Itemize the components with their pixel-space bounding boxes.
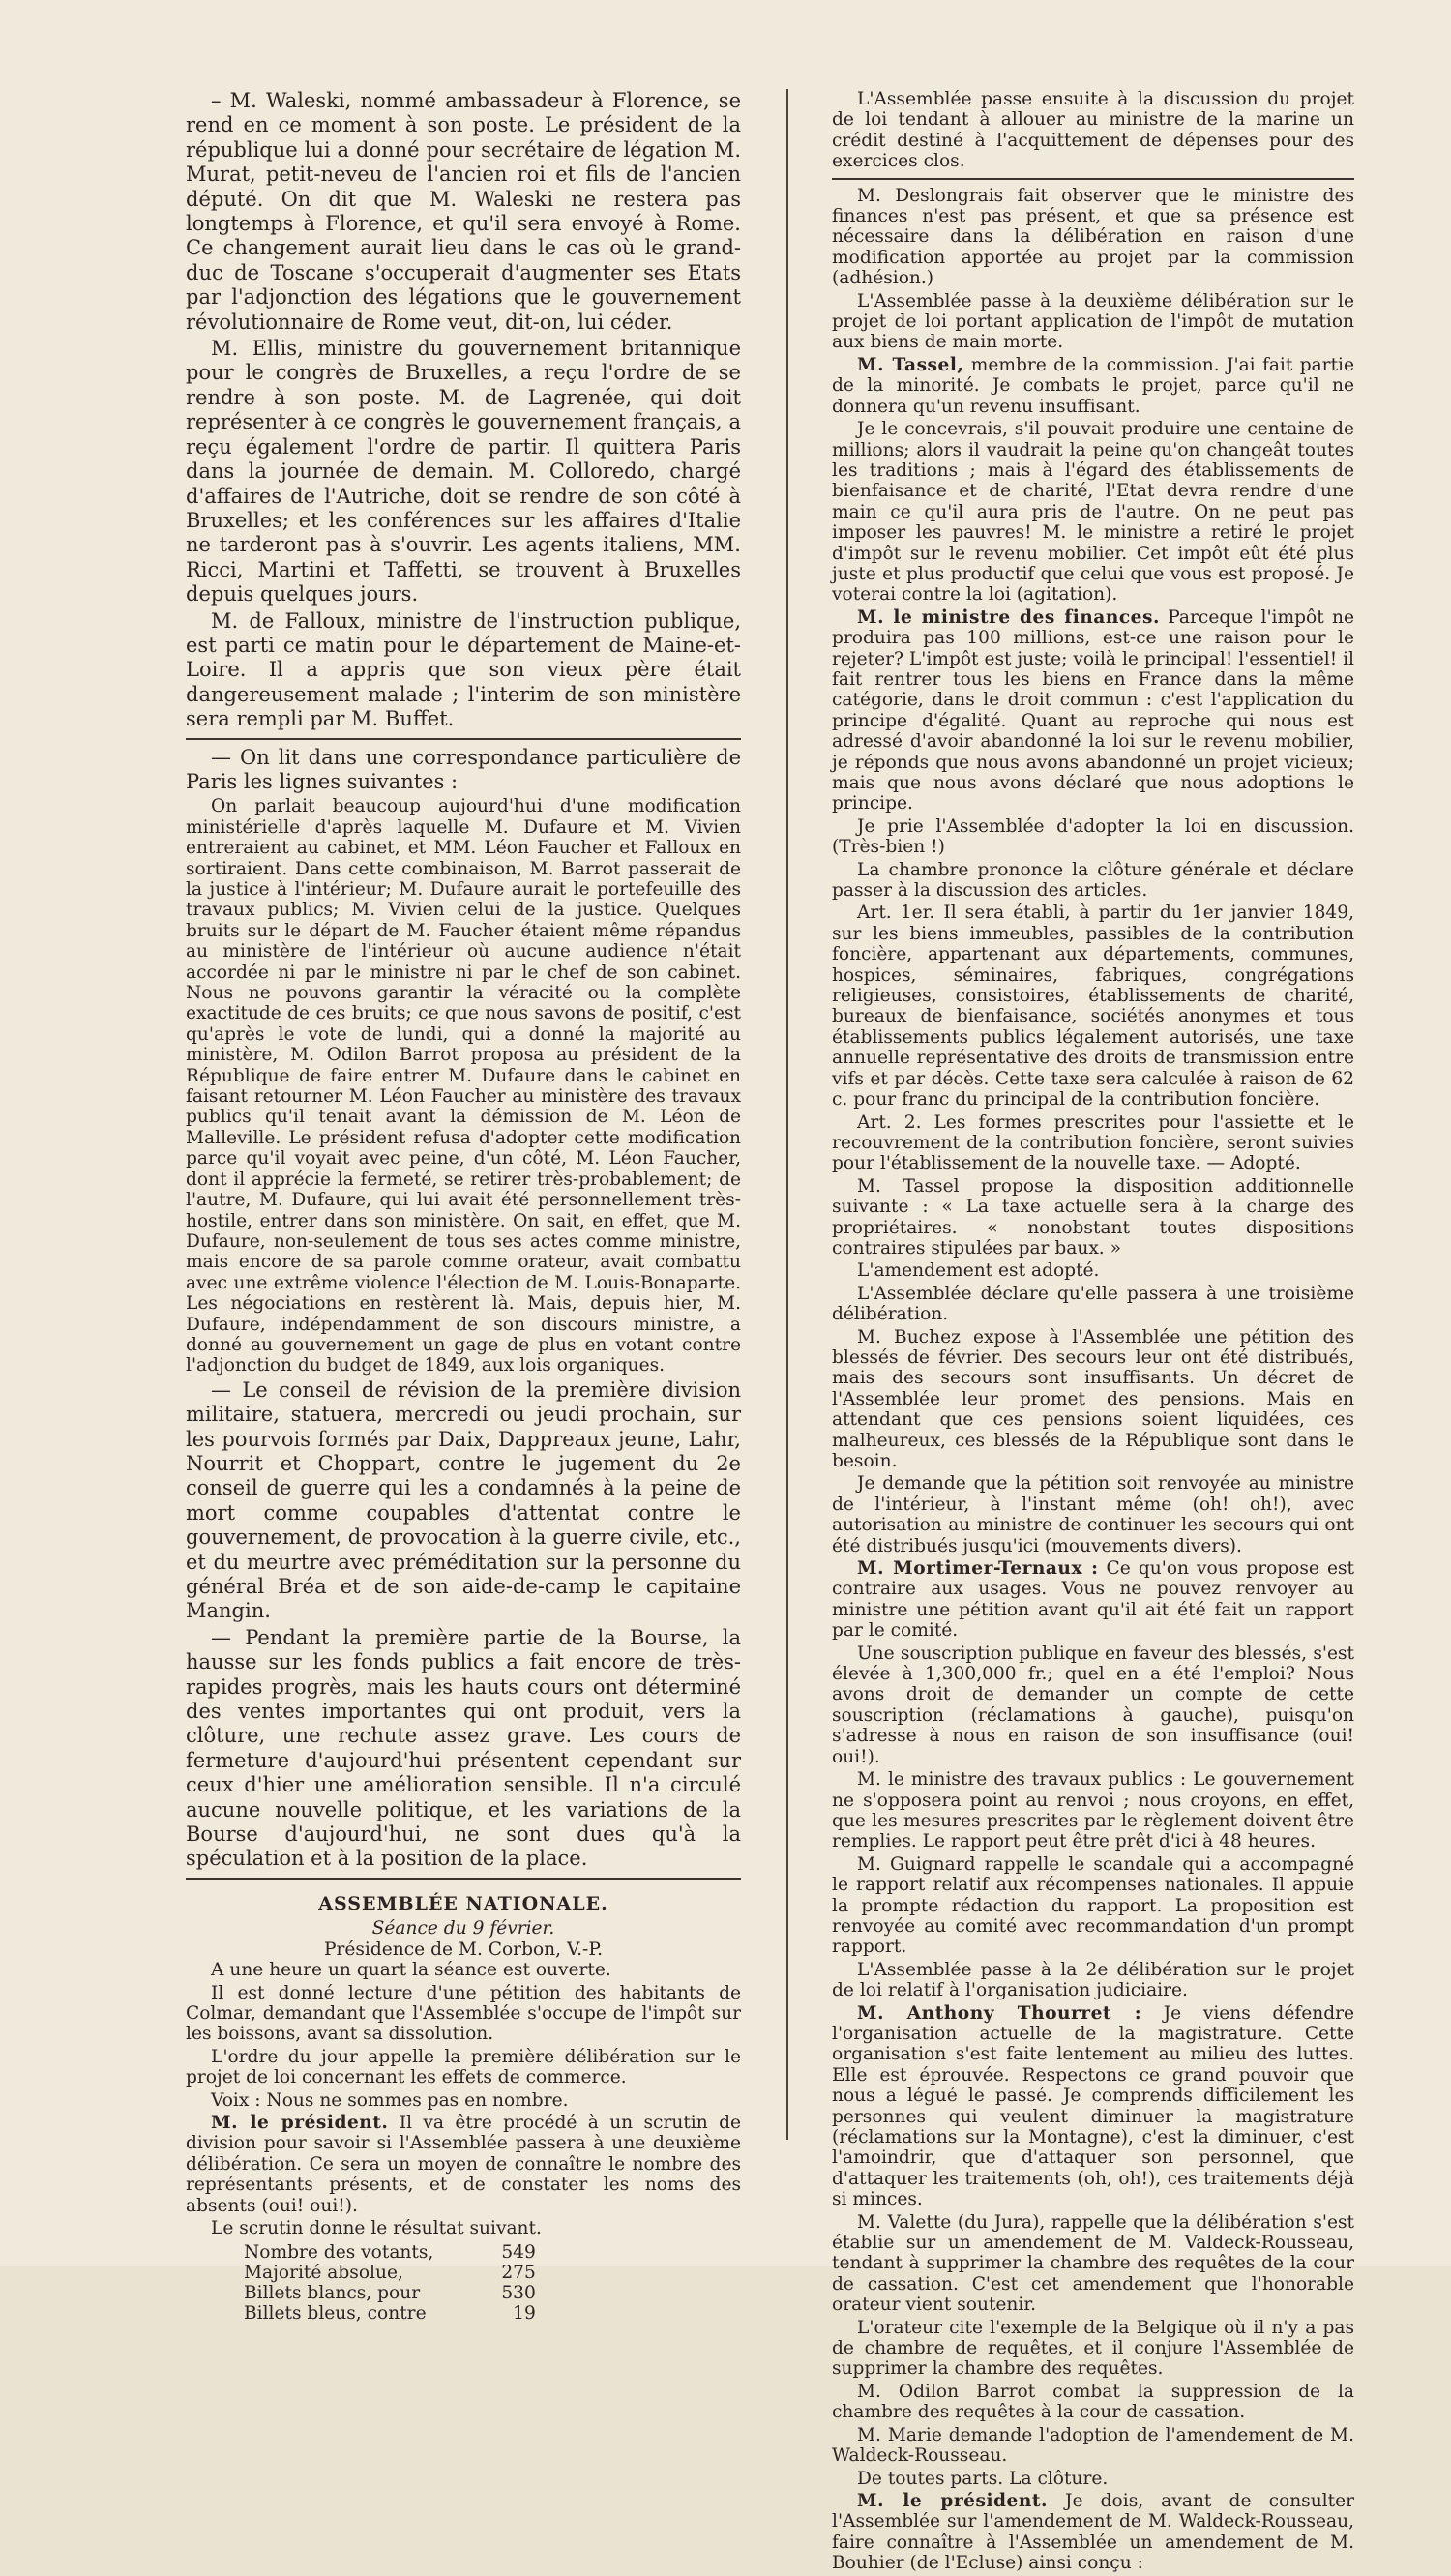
speaker-name: M. Tassel, <box>857 354 964 375</box>
speaker-name: M. le président. <box>211 2112 389 2133</box>
column-divider <box>786 89 788 2140</box>
article-bourse: — Pendant la première partie de la Bourse, la hausse sur les fonds publics a fait encore de très-rapides progrès, mais les hauts cours ont déterminé des ventes importantes qui ont produit, vers la clôture, une rechute assez grave. Les cours de fermeture d'aujourd'hui présentent cependant sur ceux d'hier une amélioration sensible. Il n'a circulé aucune nouvelle politique, et les variations de la Bourse d'aujourd'hui, ne sont dues qu'à la spéculation et à la position de la place. <box>186 1625 741 1871</box>
tassel-amendment: M. Tassel propose la disposition additionnelle suivante : « La taxe actuelle sera à la charge des propriétaires. « nonobstant toutes dispositions contraires stipulées par baux. » <box>832 1175 1354 1258</box>
presidence-line: Présidence de M. Corbon, V.-P. <box>323 1939 603 1960</box>
section-divider <box>186 1878 741 1880</box>
buchez-request: Je demande que la pétition soit renvoyée au ministre de l'intérieur, à l'instant même (oh! oh!), avec autorisation au ministre de continuer les secours qui ont été distribués jusqu'ici (mouvements divers). <box>832 1473 1354 1556</box>
vote-row <box>244 2303 536 2324</box>
deslongrais: M. Deslongrais fait observer que le ministre des finances n'est pas présent, et que sa présence est nécessaire dans la délibération en raison d'une modification apportée au projet par la commission (adhésion.) <box>832 185 1354 289</box>
travaux-minister: M. le ministre des travaux publics : Le gouvernement ne s'opposera point au renvoi ; nous croyons, en effet, que les mesures prescrites par le règlement doivent être remplies. Le rapport peut être prêt d'ici à 48 heures. <box>832 1769 1354 1852</box>
vote-table <box>244 2242 536 2324</box>
section-divider <box>186 738 741 740</box>
organisation-judiciaire: L'Assemblée passe à la 2e délibération sur le projet de loi relatif à l'organisation judiciaire. <box>832 1959 1354 2001</box>
article-1: Art. 1er. Il sera établi, à partir du 1er janvier 1849, sur les biens immeubles, passibles de la contribution foncière, appartenant aux départements, communes, hospices, séminaires, fabriques, congrégations religieuses, consistoires, établissements de charité, bureaux de bienfaisance, sociétés anonymes et tous établissements publics légalement autorisés, une taxe annuelle représentative des droits de transmission entre vifs et par décès. Cette taxe sera calculée à raison de 62 c. pour franc du principal de la contribution foncière. <box>832 903 1354 1110</box>
barrot: M. Odilon Barrot combat la suppression de la chambre des requêtes à la cour de cassation. <box>832 2381 1354 2423</box>
assembly-president <box>186 2113 741 2216</box>
belgique: L'orateur cite l'exemple de la Belgique où il n'y a pas de chambre de requêtes, et il conjure l'Assemblée de supprimer la chambre des requêtes. <box>832 2317 1354 2380</box>
vote-value: 19 <box>513 2303 536 2324</box>
amendment-adopted: L'amendement est adopté. <box>857 1260 1100 1282</box>
section-divider <box>832 178 1354 180</box>
assembly-opening: A une heure un quart la séance est ouverte. <box>211 1960 611 1981</box>
guignard: M. Guignard rappelle le scandale qui a accompagné le rapport relatif aux récompenses nationales. Il appuie la prompte rédaction du rapport. La proposition est renvoyée au comité avec recommandation d'un prompt rapport. <box>832 1853 1354 1958</box>
valette: M. Valette (du Jura), rappelle que la délibération s'est établie sur un amendement de M. Valdeck-Rousseau, tendant à supprimer la chambre des requêtes de la cour de cassation. C'est cet amendement que l'honorable orateur vient soutenir. <box>832 2211 1354 2316</box>
speaker-text: Ce qu'on vous propose est contraire aux usages. Vous ne pouvez renvoyer au ministre une pétition avant qu'il ait été fait un rapport par le comité. <box>832 1558 1354 1642</box>
vote-value: 530 <box>501 2283 536 2304</box>
session-date: Séance du 9 février. <box>371 1918 555 1939</box>
vote-row <box>244 2242 536 2263</box>
assembly-voices: Voix : Nous ne sommes pas en nombre. <box>211 2089 569 2111</box>
tassel-speech <box>832 355 1354 417</box>
speaker-name: M. le ministre des finances. <box>857 607 1160 628</box>
vote-row <box>244 2283 536 2303</box>
speaker-text: Parceque l'impôt ne produira pas 100 millions, est-ce une raison pour le rejeter? L'impôt est juste; voilà le principal! l'essentiel! il fait rentrer tous les biens en France dans la même catégorie, dans le droit commun : c'est l'application du principe d'égalité. Quant au reproche qui nous est adressé d'avoir abandonné la loi sur le revenu mobilier, je réponds que nous avons abandonné un projet vicieux; mais que nous avons déclaré que nous adoptions le principe. <box>832 607 1354 814</box>
vote-label: Billets blancs, pour <box>244 2283 421 2304</box>
vote-value: 275 <box>501 2263 536 2284</box>
assembly-heading: ASSEMBLÉE NATIONALE. <box>318 1892 608 1914</box>
tassel-speech-cont: Je le concevrais, s'il pouvait produire une centaine de millions; alors il vaudrait la peine qu'on changeât toutes les traditions ; mais à l'égard des établissements de bienfaisance et de charité, l'Etat devra rendre d'une main ce qu'il aura pris de l'autre. On ne peut pas imposer les pauvres! M. le ministre a retiré le projet d'impôt sur le revenu mobilier. Cet impôt eût été plus juste et plus productif que celui que vous est proposé. Je voterai contre la loi (agitation). <box>832 419 1354 606</box>
correspondance-intro: — On lit dans une correspondance particulière de Paris les lignes suivantes : <box>186 745 741 793</box>
article-falloux: M. de Falloux, ministre de l'instruction publique, est parti ce matin pour le département de Maine-et-Loire. Il a appris que son vieux père était dangereusement malade ; l'interim de son ministère sera rempli par M. Buffet. <box>186 608 741 731</box>
right-column <box>832 89 1354 2576</box>
speaker-text: Je dois, avant de consulter l'Assemblée sur l'amendement de M. Waldeck-Rousseau, faire connaître à l'Assemblée un amendement de M. Bouhier (de l'Ecluse) ainsi conçu : <box>832 2490 1354 2574</box>
assembly-order: L'ordre du jour appelle la première délibération sur le projet de loi concernant les effets de commerce. <box>186 2046 741 2088</box>
main-morte: L'Assemblée passe à la deuxième délibération sur le projet de loi portant application de l'impôt de mutation aux biens de main morte. <box>832 290 1354 353</box>
souscription: Une souscription publique en faveur des blessés, s'est élevée à 1,300,000 fr.; quel en a été l'emploi? Nous avons droit de demander un compte de cette souscription (réclamations à gauche), puisqu'on s'adresse à nous en raison de son insuffisance (oui! oui!). <box>832 1643 1354 1767</box>
speaker-name: M. Anthony Thourret : <box>857 2002 1142 2024</box>
vote-value: 549 <box>501 2242 536 2264</box>
assembly-petition: Il est donné lecture d'une pétition des habitants de Colmar, demandant que l'Assemblée s'occupe de l'impôt sur les boissons, avant sa dissolution. <box>186 1982 741 2045</box>
article-conseil-revision: — Le conseil de révision de la première division militaire, statuera, mercredi ou jeudi prochain, sur les pourvois formés par Daix, Dappreaux jeune, Lahr, Nourrit et Choppart, contre le jugement du 2e conseil de guerre qui les a condamnés à la peine de mort comme coupables d'attentat contre le gouvernement, de provocation à la guerre civile, etc., et du meurtre avec préméditation sur la personne du général Bréa et de son aide-de-camp le capitaine Mangin. <box>186 1377 741 1623</box>
buchez-petition: M. Buchez expose à l'Assemblée une pétition des blessés de février. Des secours leur ont été distribués, mais des secours sont insuffisants. Un décret de l'Assemblée leur promet des pensions. Mais en attendant que ces pensions soient liquidées, ces malheureux, ces blessés de la République sont dans le besoin. <box>832 1326 1354 1471</box>
finance-minister-speech <box>832 607 1354 814</box>
vote-label: Billets bleus, contre <box>244 2303 427 2324</box>
thourret-speech <box>832 2003 1354 2210</box>
vote-label: Nombre des votants, <box>244 2242 434 2264</box>
mortimer-speech <box>832 1558 1354 1642</box>
cloture: La chambre prononce la clôture générale et déclare passer à la discussion des articles. <box>832 859 1354 902</box>
marie: M. Marie demande l'adoption de l'amendement de M. Waldeck-Rousseau. <box>832 2424 1354 2467</box>
correspondance-text: On parlait beaucoup aujourd'hui d'une modification ministérielle d'après laquelle M. Dufaure et M. Vivien entreraient au cabinet, et MM. Léon Faucher et Falloux en sortiraient. Dans cette combinaison, M. Barrot passerait de la justice à l'intérieur; M. Dufaure aurait le portefeuille des travaux publics; M. Vivien celui de la justice. Quelques bruits sur le départ de M. Faucher étaient même répandus au ministère de l'intérieur où aucune audience n'était accordée ni par le ministre ni par le chef de son cabinet. Nous ne pouvons garantir la véracité ou la complète exactitude de ces bruits; ce que nous savons de positif, c'est qu'après le vote de lundi, qui a donné la majorité au ministère, M. Odilon Barrot proposa au président de la République de faire entrer M. Dufaure dans le cabinet en faisant retourner M. Léon Faucher au ministère des travaux publics qu'il tenait avant la démission de M. Léon de Malleville. Le président refusa d'adopter cette modification parce qu'il voyait avec peine, d'un côté, M. Léon Faucher, dont il apprécie la fermeté, se retirer très-probablement; de l'autre, M. Dufaure, qui lui avait été personnellement très-hostile, entrer dans son ministère. On sait, en effet, que M. Dufaure, non-seulement de tous ses actes comme ministre, mais encore de sa parole comme orateur, avait combattu avec une extrême violence l'élection de M. Louis-Bonaparte. Les négociations en restèrent là. Mais, depuis hier, M. Dufaure, indépendamment de son discours ministre, a donné au gouvernement un gage de plus en votant contre l'adjonction du budget de 1849, aux lois organiques. <box>186 796 741 1377</box>
speaker-name: M. Mortimer-Ternaux : <box>857 1558 1099 1580</box>
cloture-call: De toutes parts. La clôture. <box>857 2468 1109 2489</box>
article-2: Art. 2. Les formes prescrites pour l'assiette et le recouvrement de la contribution foncière, seront suivies pour l'établissement de la nouvelle taxe. — Adopté. <box>832 1111 1354 1174</box>
credit-marine: L'Assemblée passe ensuite à la discussion du projet de loi tendant à allouer au ministre de la marine un crédit destiné à l'acquittement de dépenses pour des exercices clos. <box>832 89 1354 172</box>
adoption-request: Je prie l'Assemblée d'adopter la loi en discussion. (Très-bien !) <box>832 815 1354 858</box>
left-column <box>186 89 741 2324</box>
article-ellis: M. Ellis, ministre du gouvernement britannique pour le congrès de Bruxelles, a reçu l'ordre de se rendre à son poste. M. de Lagrenée, qui doit représenter à ce congrès le gouvernement français, a reçu également l'ordre de partir. Il quittera Paris dans la journée de demain. M. Colloredo, chargé d'affaires de l'Autriche, doit se rendre de son côté à Bruxelles; et les conférences sur les affaires d'Italie ne tarderont pas à s'ouvrir. Les agents italiens, MM. Ricci, Martini et Taffetti, se trouvent à Bruxelles depuis quelques jours. <box>186 337 741 607</box>
speaker-text: Je viens défendre l'organisation actuelle de la magistrature. Cette organisation s'est faite lentement au milieu des luttes. Elle est éprouvée. Respectons ce grand pouvoir que nous a légué le passé. Je comprends difficilement les personnes qui veulent diminuer la magistrature (réclamations sur la Montagne), c'est la diminuer, c'est l'amoindrir, que d'attaquer son personnel, que d'attaquer les traitements (oh, oh!), ces traitements déjà si minces. <box>832 2002 1354 2210</box>
article-waleski: – M. Waleski, nommé ambassadeur à Florence, se rend en ce moment à son poste. Le président de la république lui a donné pour secrétaire de légation M. Murat, petit-neveu de l'ancien roi et fils de l'ancien député. On dit que M. Waleski ne restera pas longtemps à Florence, et qu'il sera envoyé à Rome. Ce changement aurait lieu dans le cas où le grand-duc de Toscane s'occuperait d'augmenter ses Etats par l'adjonction des légations que le gouvernement révolutionnaire de Rome veut, dit-on, lui céder. <box>186 89 741 334</box>
vote-label: Majorité absolue, <box>244 2263 403 2284</box>
president-final <box>832 2491 1354 2574</box>
speaker-name: M. le président. <box>857 2490 1048 2511</box>
third-deliberation: L'Assemblée déclare qu'elle passera à une troisième délibération. <box>832 1283 1354 1325</box>
speaker-text: Il va être procédé à un scrutin de division pour savoir si l'Assemblée passera à une deuxième délibération. Ce sera un moyen de connaître le nombre des représentants présents, et de constater les noms des absents (oui! oui!). <box>186 2112 741 2216</box>
vote-intro: Le scrutin donne le résultat suivant. <box>211 2217 542 2238</box>
speaker-text: membre de la commission. J'ai fait partie de la minorité. Je combats le projet, parce qu'il ne donnera qu'un revenu insuffisant. <box>832 354 1354 417</box>
